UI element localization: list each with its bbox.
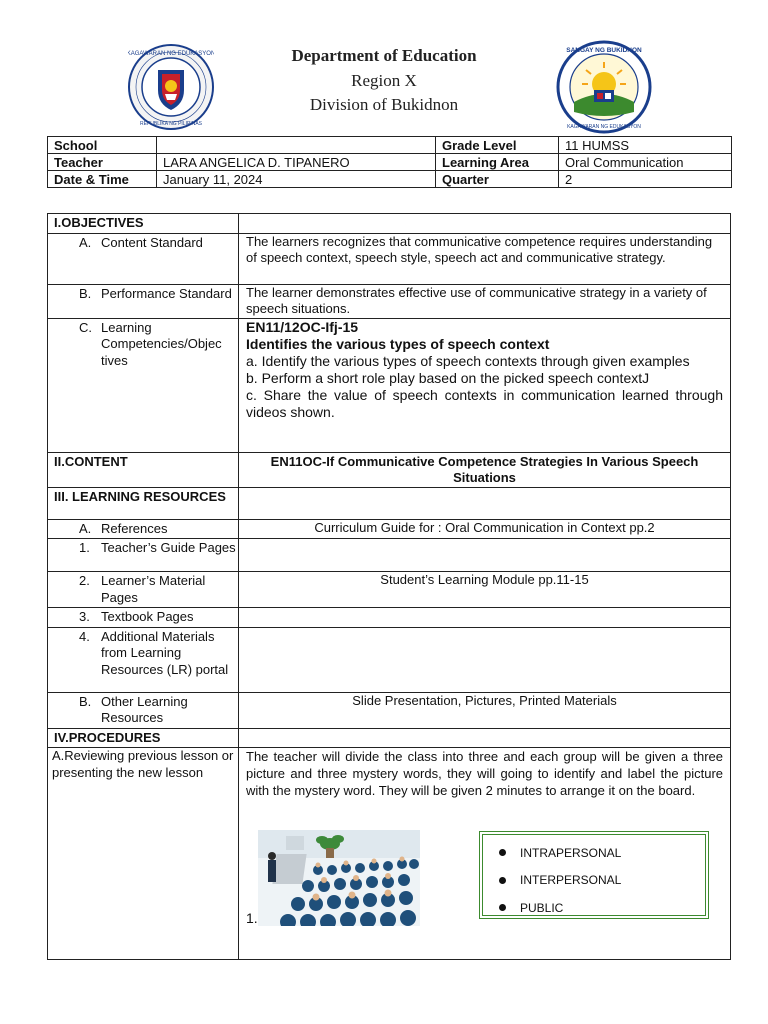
competency-heading: Identifies the various types of speech context [246,335,550,352]
content-value: EN11OC-If Communicative Competence Strategies In Various Speech Situations [239,452,731,487]
teacher-value: LARA ANGELICA D. TIPANERO [157,154,436,171]
bullet-icon [499,849,506,856]
bullet-icon [499,877,506,884]
svg-text:SANGAY NG BUKIDNON: SANGAY NG BUKIDNON [566,47,642,54]
competencies-value [239,318,731,452]
additional-materials-value [239,627,731,692]
header-division: Division of Bukidnon [309,95,459,114]
content-heading: II.CONTENT [48,452,239,487]
content-standard-value: The learners recognizes that communicative competence requires understanding of speech context, speech style, speech act and communicative strategy. [239,233,731,284]
info-table [47,136,732,188]
learning-area-value: Oral Communication [559,154,732,171]
learning-resources-heading: III. LEARNING RESOURCES [48,487,239,519]
learning-area-label: Learning Area [436,154,559,171]
quarter-value: 2 [559,171,732,188]
quarter-label: Quarter [436,171,559,188]
additional-materials-label: 4. Additional Materials from Learning Resources (LR) portal [48,627,239,692]
svg-text:KAGAWARAN NG EDUKASYON: KAGAWARAN NG EDUKASYON [567,124,641,130]
mystery-words-box [482,834,706,916]
header-department: Department of Education [291,46,477,65]
learners-material-value: Student’s Learning Module pp.11-15 [239,572,731,608]
school-value [157,137,436,154]
mystery-word-item [483,867,705,895]
competencies-label: C. Learning Competencies/Objec tives [48,318,239,452]
learners-material-label: 2. Learner’s Material Pages [48,572,239,608]
grade-level-value: 11 HUMSS [559,137,732,154]
objective-b: b. Perform a short role play based on the picked speech contextJ [246,369,650,386]
teachers-guide-value [239,539,731,572]
school-label: School [48,137,157,154]
mystery-word: INTRAPERSONAL [520,845,622,860]
review-lesson-label: A.Reviewing previous lesson or presenting the new lesson [48,748,239,960]
bullet-icon [499,904,506,911]
picture-item [246,830,420,926]
performance-standard-label: B. Performance Standard [48,284,239,318]
date-time-value: January 11, 2024 [157,171,436,188]
date-time-label: Date & Time [48,171,157,188]
lesson-plan-table [47,213,731,960]
references-label: A. References [48,519,239,539]
svg-text:REPUBLIKA NG PILIPINAS: REPUBLIKA NG PILIPINAS [140,121,202,127]
objective-c: c. Share the value of speech contexts in communication learned through videos shown. [246,386,723,420]
document-header [200,44,568,118]
audience-picture [258,830,420,926]
mystery-word: PUBLIC [520,900,564,915]
textbook-value [239,608,731,628]
objectives-heading: I.OBJECTIVES [48,214,239,234]
objective-a: a. Identify the various types of speech contexts through given examples [246,352,690,369]
teacher-label: Teacher [48,154,157,171]
mystery-word-item [483,839,705,867]
other-resources-value: Slide Presentation, Pictures, Printed Materials [239,692,731,728]
review-lesson-text: The teacher will divide the class into three and each group will be given a three picture and three mystery words, they will going to identify and label the picture with the mystery word. They will be given 2 minutes to arrange it on the board. [246,749,723,798]
mystery-word: INTERPERSONAL [520,873,622,887]
picture-number: 1. [246,909,258,926]
other-resources-label: B. Other Learning Resources [48,692,239,728]
teachers-guide-label: 1. Teacher’s Guide Pages [48,539,239,572]
procedures-heading: IV.PROCEDURES [48,728,239,748]
mystery-word-item [483,894,705,922]
references-value: Curriculum Guide for : Oral Communication in Context pp.2 [239,519,731,539]
svg-text:KAGAWARAN NG EDUKASYON: KAGAWARAN NG EDUKASYON [128,51,214,57]
bukidnon-division-seal-icon [556,40,652,139]
header-region: Region X [351,70,417,90]
review-lesson-cell [239,748,731,960]
content-standard-label: A. Content Standard [48,233,239,284]
competency-code: EN11/12OC-Ifj-15 [246,318,359,335]
textbook-label: 3. Textbook Pages [48,608,239,628]
grade-level-label: Grade Level [436,137,559,154]
performance-standard-value: The learner demonstrates effective use of communicative strategy in a variety of speech situations. [239,284,731,318]
